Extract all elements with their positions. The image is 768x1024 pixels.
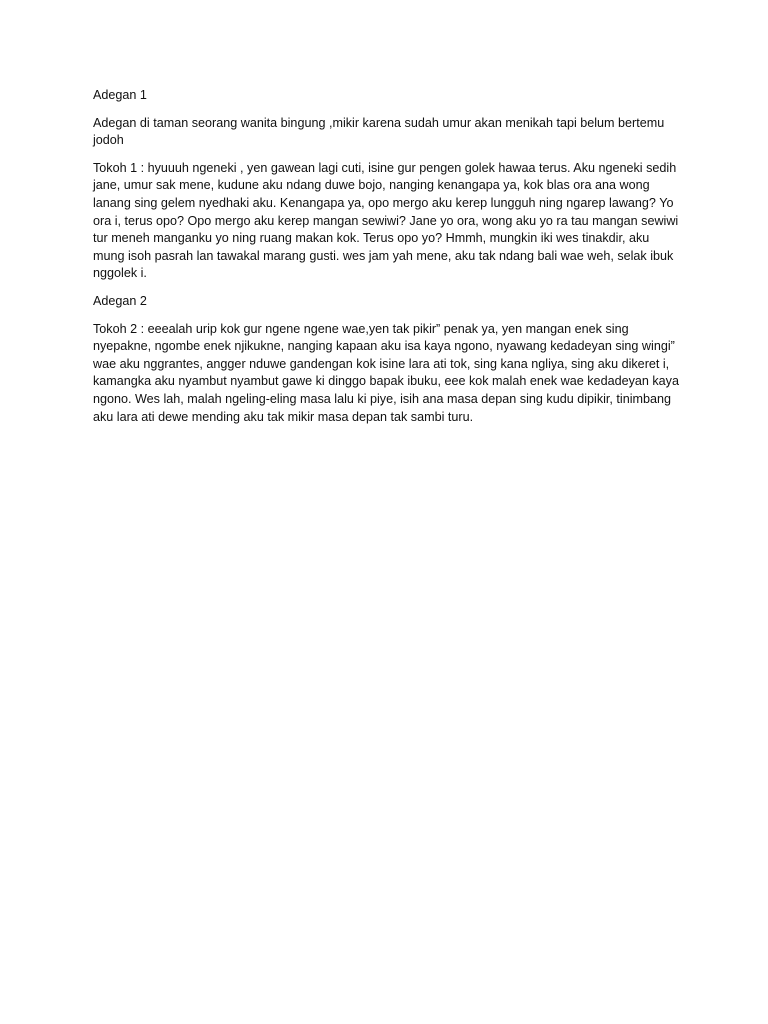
document-page — [93, 87, 683, 436]
character-2-dialogue: Tokoh 2 : eeealah urip kok gur ngene ngene wae,yen tak pikir” penak ya, yen mangan enek sing nyepakne, ngombe enek njikukne, nanging kapaan aku isa kaya ngono, nyawang kedadeyan sing wingi” wae aku nggrantes, angger nduwe gandengan kok isine lara ati tok, sing kana ngliya, sing aku dikeret i, kamangka aku nyambut nyambut gawe ki dinggo bapak ibuku, eee kok malah enek wae kedadeyan kaya ngono. Wes lah, malah ngeling-eling masa lalu ki piye, isih ana masa depan sing kudu dipikir, tinimbang aku lara ati dewe mending aku tak mikir masa depan tak sambi turu. — [93, 321, 679, 424]
character-1-dialogue: Tokoh 1 : hyuuuh ngeneki , yen gawean lagi cuti, isine gur pengen golek hawaa terus. Aku ngeneki sedih jane, umur sak mene, kudune aku ndang duwe bojo, nanging kenangapa ya, kok blas ora ana wong lanang sing gelem nyedhaki aku. Kenangapa ya, opo mergo aku kerep lungguh ning ngarep lawang? Yo ora i, terus opo? Opo mergo aku kerep mangan sewiwi? Jane yo ora, wong aku yo ra tau mangan sewiwi tur meneh manganku yo ning ruang makan kok. Terus opo yo? Hmmh, mungkin iki wes tinakdir, aku mung isoh pasrah lan tawakal marang gusti. wes jam yah mene, aku tak ndang bali wae weh, selak ibuk nggolek i. — [93, 160, 679, 281]
scene-1-heading: Adegan 1 — [93, 88, 147, 102]
scene-1-description: Adegan di taman seorang wanita bingung ,mikir karena sudah umur akan menikah tapi belum bertemu jodoh — [93, 115, 665, 148]
scene-2-heading: Adegan 2 — [93, 293, 147, 308]
